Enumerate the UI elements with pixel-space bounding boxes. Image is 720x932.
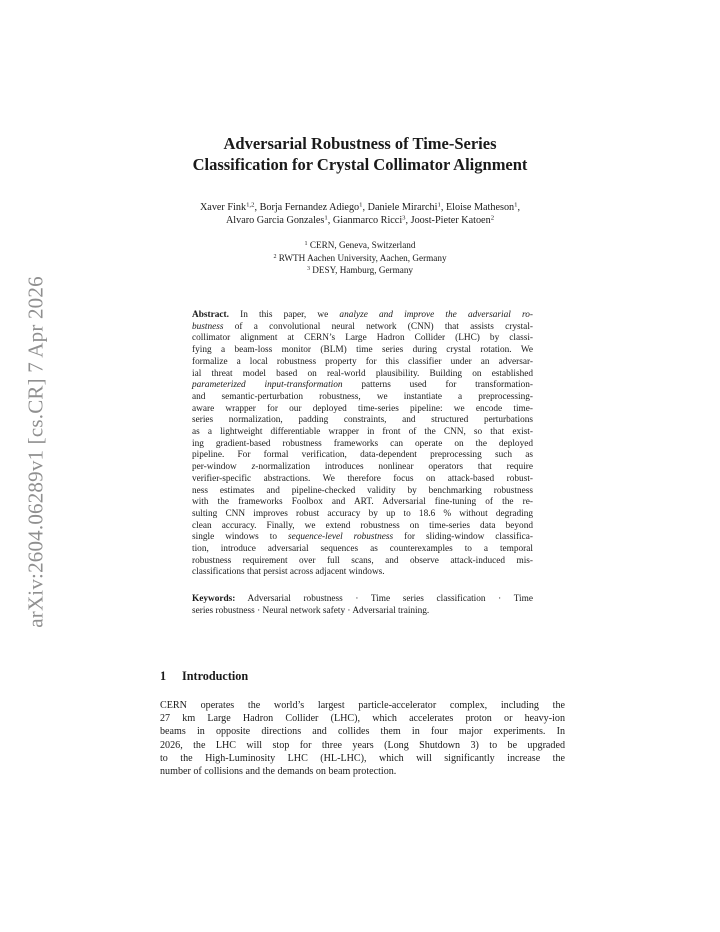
abstract-text: sulting CNN improves robust accuracy by up to 18.6 % without degrading	[192, 508, 533, 519]
affiliation	[120, 239, 600, 252]
intro-line: number of collisions and the demands on beam protection.	[160, 766, 397, 778]
affiliation-list	[120, 239, 600, 277]
abstract-text: single windows to	[192, 532, 288, 543]
affiliation-text: CERN, Geneva, Switzerland	[309, 240, 416, 250]
author-name: Xaver Fink	[199, 202, 247, 213]
keywords	[192, 593, 533, 617]
abstract-line	[192, 392, 533, 404]
author-name: Borja Fernandez Adiego	[259, 202, 360, 213]
emphasis-text: sequence-level robustness	[287, 532, 394, 543]
abstract-line	[192, 345, 533, 357]
abstract-line	[192, 427, 533, 439]
abstract-line	[192, 333, 533, 345]
abstract-line	[192, 415, 533, 427]
section-number: 1	[160, 669, 167, 683]
author-name: Eloise Matheson	[445, 202, 515, 213]
abstract-line	[192, 509, 533, 521]
abstract	[192, 310, 533, 579]
abstract-text: for sliding-window classifica-	[393, 532, 533, 543]
abstract-text: tion, introduce adversarial sequences as counterexamples to a temporal	[192, 544, 533, 555]
emphasis-text: parameterized input-transformation	[192, 380, 343, 391]
keywords-text: Adversarial robustness · Time series classification · Time	[235, 594, 533, 604]
affiliation-text: RWTH Aachen University, Aachen, Germany	[278, 252, 447, 263]
author-name: Joost-Pieter Katoen	[410, 215, 491, 226]
abstract-text: and semantic-perturbation robustness, we instantiate a preprocessing-	[192, 391, 533, 402]
paper-title	[120, 133, 600, 175]
abstract-text: patterns used for transformation-	[342, 380, 534, 391]
abstract-text: robustness requirement over full scans, and observe attack-induced mis-	[192, 555, 533, 566]
abstract-text: ing gradient-based robustness frameworks can operate on the deployed	[192, 438, 533, 449]
abstract-line	[192, 322, 533, 334]
abstract-line	[192, 544, 533, 556]
author-name: Alvaro Garcia Gonzales	[225, 215, 325, 226]
abstract-text: -normalization introduces nonlinear operators that require	[255, 462, 533, 473]
author-line	[120, 214, 600, 227]
author-affil-sup: 2	[490, 214, 495, 222]
abstract-line	[192, 532, 533, 544]
affiliation-number: 2	[273, 253, 277, 260]
abstract-line	[192, 310, 533, 322]
abstract-line	[192, 486, 533, 498]
abstract-text: series normalization, padding constraints, and structured perturbations	[192, 415, 533, 426]
intro-line: beams in opposite directions and collides them in four major experiments. In	[160, 726, 565, 738]
abstract-label: Abstract.	[192, 310, 229, 320]
author-name: Daniele Mirarchi	[367, 202, 438, 213]
affiliation	[120, 252, 600, 265]
abstract-text: clean accuracy. Finally, we extend robustness on time-series data beyond	[192, 520, 533, 531]
abstract-text: of a convolutional neural network (CNN) that assists crystal-	[223, 321, 533, 332]
keywords-label: Keywords:	[192, 594, 236, 604]
section-title: Introduction	[182, 669, 249, 683]
author-name: Gianmarco Ricci	[332, 215, 403, 226]
affiliation-number: 3	[306, 265, 310, 272]
abstract-text: In this paper, we	[228, 310, 340, 320]
arxiv-identifier: arXiv:2604.06289v1 [cs.CR] 7 Apr 2026	[23, 276, 48, 628]
abstract-line	[192, 439, 533, 451]
abstract-line	[192, 497, 533, 509]
abstract-line	[192, 357, 533, 369]
abstract-text: formalize a local robustness property for this classifier under an adversar-	[192, 356, 533, 367]
abstract-line	[192, 567, 533, 579]
author-affil-sup: 1	[514, 201, 518, 209]
abstract-text: classifications that persist across adjacent windows.	[192, 567, 385, 578]
author-affil-sup: 3	[402, 214, 406, 222]
author-affil-sup: 1	[324, 214, 328, 222]
emphasis-text: z	[251, 462, 256, 473]
title-line: Classification for Crystal Collimator Alignment	[192, 155, 528, 174]
affiliation-text: DESY, Hamburg, Germany	[312, 265, 414, 275]
author-list	[120, 201, 600, 227]
abstract-line	[192, 450, 533, 462]
intro-line: 2026, the LHC will stop for three years (Long Shutdown 3) to be upgraded	[160, 739, 565, 751]
abstract-text: with the frameworks Foolbox and ART. Adversarial fine-tuning of the re-	[192, 497, 533, 508]
author-line	[120, 201, 600, 214]
intro-line: CERN operates the world’s largest particle-accelerator complex, including the	[160, 700, 565, 711]
author-sep: ,	[327, 215, 333, 226]
author-sep: ,	[440, 202, 446, 213]
introduction-paragraph	[160, 699, 565, 778]
keywords-text: series robustness · Neural network safety · Adversarial training.	[192, 606, 430, 616]
author-affil-sup: 1	[437, 201, 441, 209]
author-sep: ,	[254, 202, 260, 213]
author-affil-sup: 1,2	[246, 201, 255, 209]
abstract-line	[192, 404, 533, 416]
abstract-text: collimator alignment at CERN’s Large Hadron Collider (LHC) by classi-	[192, 333, 533, 344]
author-sep: ,	[405, 215, 411, 226]
keywords-line	[192, 605, 533, 617]
affiliation-number: 1	[304, 240, 308, 247]
abstract-text: ness estimates and pipeline-checked validity by benchmarking robustness	[192, 485, 533, 496]
abstract-line	[192, 380, 533, 392]
emphasis-text: bustness	[192, 321, 224, 332]
abstract-text: pipeline. For formal verification, data-dependent preprocessing such as	[192, 450, 533, 461]
abstract-line	[192, 474, 533, 486]
abstract-text: verifier-specific abstractions. We therefore focus on attack-based robust-	[192, 473, 533, 484]
author-affil-sup: 1	[359, 201, 363, 209]
abstract-text: ial threat model based on real-world plausibility. Building on established	[192, 368, 533, 379]
abstract-line	[192, 369, 533, 381]
abstract-text: as a lightweight differentiable wrapper in front of the CNN, so that exist-	[192, 427, 533, 438]
abstract-line	[192, 556, 533, 568]
abstract-text: per-window	[192, 462, 252, 473]
abstract-line	[192, 462, 533, 474]
author-sep: ,	[362, 202, 368, 213]
keywords-line	[192, 593, 533, 605]
abstract-text: aware wrapper for our deployed time-series pipeline: we encode time-	[192, 403, 533, 414]
author-sep: ,	[517, 202, 521, 213]
intro-line: 27 km Large Hadron Collider (LHC), which accelerates proton or heavy-ion	[160, 713, 565, 725]
abstract-text: fying a beam-loss monitor (BLM) time series during crystal rotation. We	[192, 345, 533, 356]
emphasis-text: analyze and improve the adversarial ro-	[339, 310, 533, 320]
title-line: Adversarial Robustness of Time-Series	[223, 134, 497, 153]
intro-line: to the High-Luminosity LHC (HL-LHC), which will significantly increase the	[160, 752, 565, 764]
abstract-line	[192, 521, 533, 533]
affiliation	[120, 264, 600, 277]
section-heading	[160, 669, 248, 684]
